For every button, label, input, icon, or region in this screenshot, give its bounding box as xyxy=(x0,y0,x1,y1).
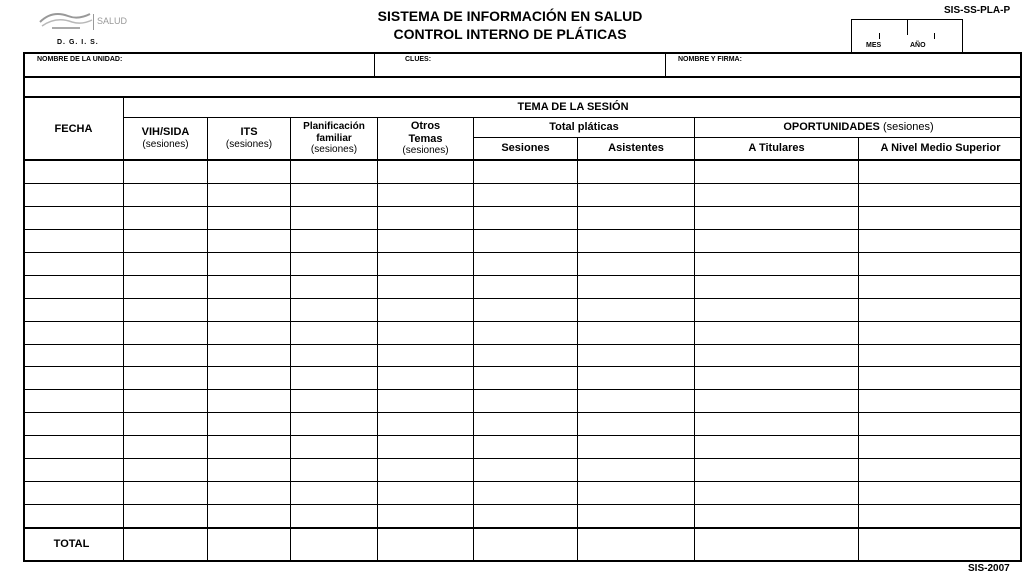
anio-label: AÑO xyxy=(910,42,926,49)
otros-sub: (sesiones) xyxy=(402,145,449,157)
header-sesiones: Sesiones xyxy=(501,142,550,155)
firma-field[interactable]: NOMBRE Y FIRMA: xyxy=(678,56,742,63)
page-title-line2: CONTROL INTERNO DE PLÁTICAS xyxy=(393,26,627,42)
table-row xyxy=(24,481,1022,482)
its-sub: (sesiones) xyxy=(225,139,273,151)
table-row xyxy=(24,504,1022,505)
table-row xyxy=(24,321,1022,322)
header-asistentes: Asistentes xyxy=(608,142,664,155)
table-row xyxy=(24,435,1022,436)
header-total-platicas: Total pláticas xyxy=(549,121,619,134)
header-medio-superior: A Nivel Medio Superior xyxy=(880,142,1001,155)
plan-label-2: familiar xyxy=(316,132,352,144)
agency-abbr: D. G. I. S. xyxy=(57,39,99,46)
form-code: SIS-SS-PLA-P xyxy=(944,5,1011,16)
unidad-field[interactable]: NOMBRE DE LA UNIDAD: xyxy=(37,56,123,63)
logo-text: SALUD xyxy=(97,16,128,26)
table-row xyxy=(24,389,1022,390)
table-row xyxy=(24,412,1022,413)
header-its xyxy=(208,118,290,159)
header-tema: TEMA DE LA SESIÓN xyxy=(517,101,629,114)
table-row xyxy=(24,206,1022,207)
its-label: ITS xyxy=(240,126,258,139)
plan-sub: (sesiones) xyxy=(310,144,358,156)
table-row xyxy=(24,458,1022,459)
page-title-line1: SISTEMA DE INFORMACIÓN EN SALUD xyxy=(377,8,643,24)
header-fecha: FECHA xyxy=(54,122,93,135)
table-row xyxy=(24,366,1022,367)
logo xyxy=(38,8,128,34)
table-row xyxy=(24,183,1022,184)
plan-label-1: Planificación xyxy=(303,121,365,133)
vih-sub: (sesiones) xyxy=(142,139,189,151)
clues-field[interactable]: CLUES: xyxy=(405,56,432,63)
table-row xyxy=(24,344,1022,345)
table-row xyxy=(24,252,1022,253)
total-label: TOTAL xyxy=(53,538,90,551)
otros-label-2: Temas xyxy=(408,132,443,145)
otros-label-1: Otros xyxy=(410,120,441,133)
vih-label: VIH/SIDA xyxy=(141,126,190,139)
header-oportunidades xyxy=(695,118,1022,137)
header-vih xyxy=(124,118,207,159)
footer-code: SIS-2007 xyxy=(968,563,1010,574)
oportunidades-label: OPORTUNIDADES xyxy=(783,121,880,134)
table-row xyxy=(24,298,1022,299)
mes-label: MES xyxy=(866,42,882,49)
header-titulares: A Titulares xyxy=(748,142,805,155)
header-otros xyxy=(378,118,473,159)
table-row xyxy=(24,229,1022,230)
table-row xyxy=(24,275,1022,276)
oportunidades-sub: (sesiones) xyxy=(882,121,934,134)
header-planificacion xyxy=(291,118,377,159)
